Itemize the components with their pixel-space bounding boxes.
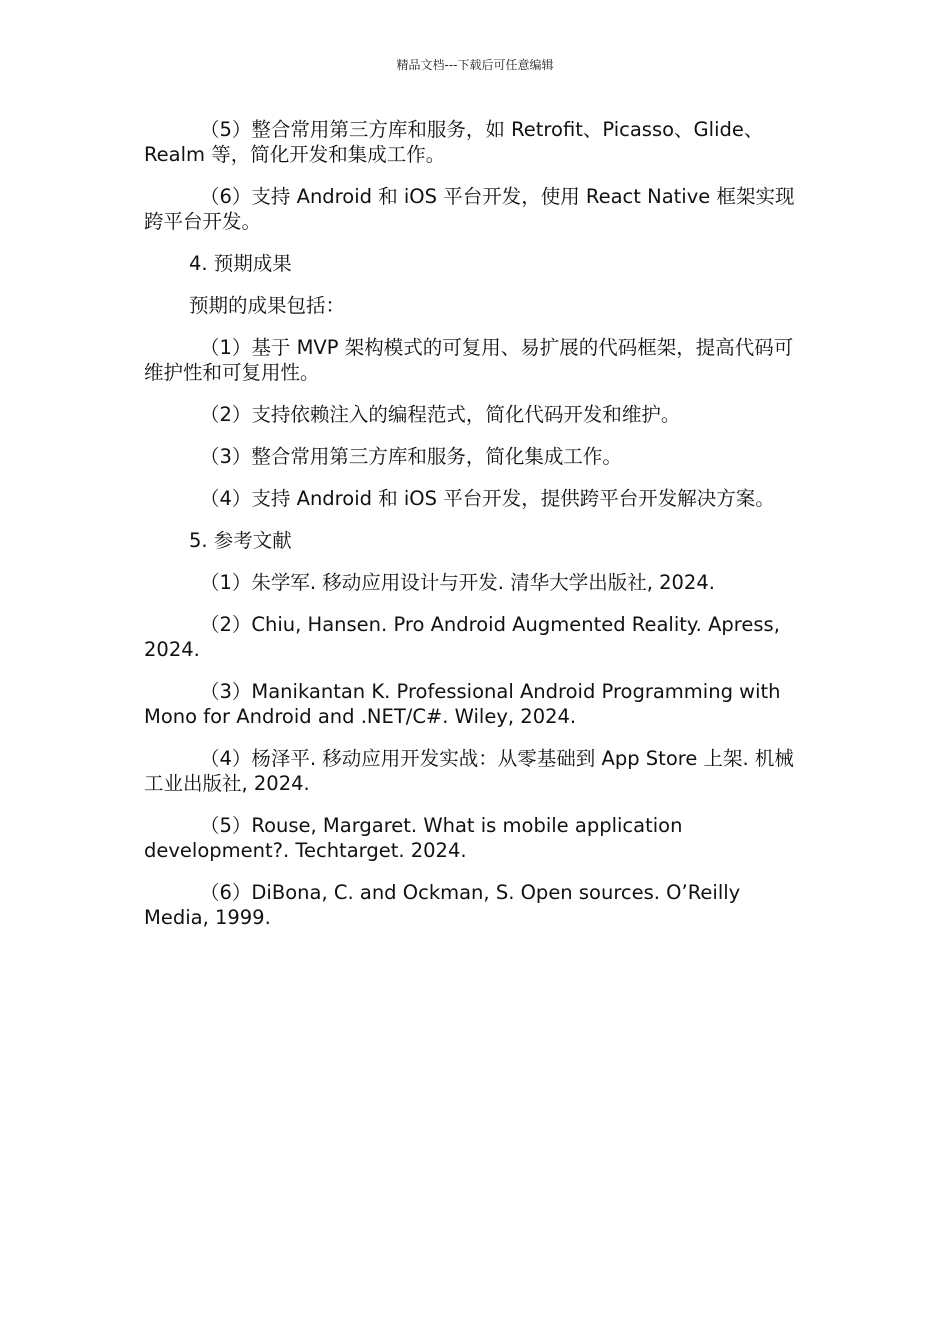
reference-item-1: （1）朱学军. 移动应用设计与开发. 清华大学出版社, 2024. [200, 571, 715, 594]
section-heading-references: 5. 参考文献 [189, 529, 292, 552]
expected-results-intro: 预期的成果包括： [189, 294, 346, 317]
reference-item-2: （2）Chiu, Hansen. Pro Android Augmented Reality. Apress, 2024. [144, 613, 780, 661]
reference-item-3: （3）Manikantan K. Professional Android Programming with Mono for Android and .NET/C#. Wiley, 2024. [144, 680, 781, 728]
list-item-result-3: （3）整合常用第三方库和服务，简化集成工作。 [200, 445, 622, 468]
reference-item-5: （5）Rouse, Margaret. What is mobile application development?. Techtarget. 2024. [144, 814, 683, 862]
section-heading-expected-results: 4. 预期成果 [189, 252, 292, 275]
list-item-result-4: （4）支持 Android 和 iOS 平台开发，提供跨平台开发解决方案。 [200, 487, 775, 510]
list-item-feature-6: （6）支持 Android 和 iOS 平台开发，使用 React Native 框架实现跨平台开发。 [144, 185, 795, 233]
list-item-feature-5: （5）整合常用第三方库和服务，如 Retrofit、Picasso、Glide、Realm 等，简化开发和集成工作。 [144, 118, 764, 166]
page-header: 精品文档---下载后可任意编辑 [396, 58, 554, 72]
document-body [144, 117, 804, 947]
reference-item-4: （4）杨泽平. 移动应用开发实战：从零基础到 App Store 上架. 机械工业出版社, 2024. [144, 747, 794, 795]
list-item-result-1: （1）基于 MVP 架构模式的可复用、易扩展的代码框架，提高代码可维护性和可复用性。 [144, 336, 794, 384]
list-item-result-2: （2）支持依赖注入的编程范式，简化代码开发和维护。 [200, 403, 681, 426]
reference-item-6: （6）DiBona, C. and Ockman, S. Open sources. O’Reilly Media, 1999. [144, 881, 741, 929]
